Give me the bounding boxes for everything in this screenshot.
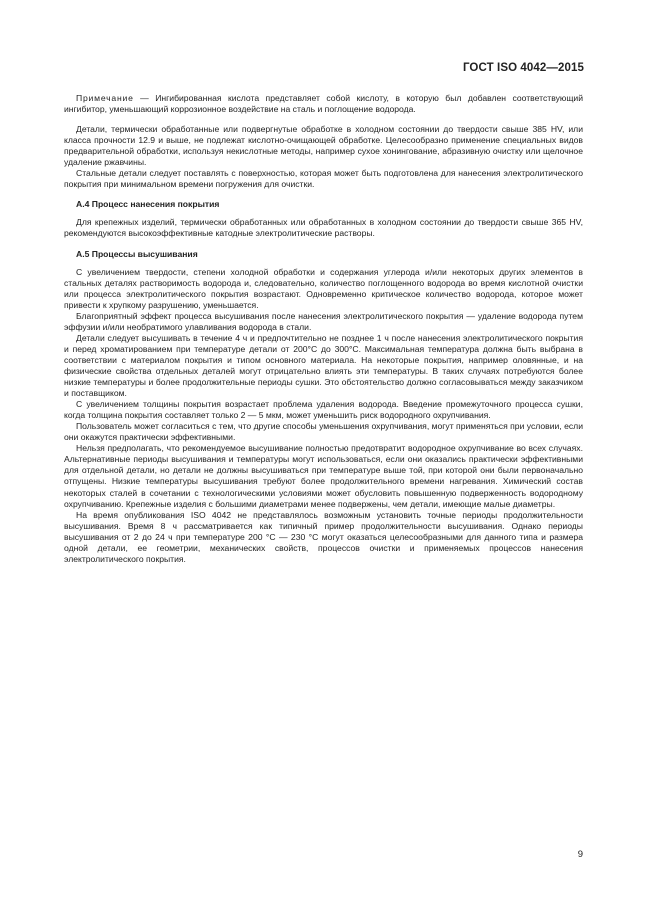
section-heading-a5: А.5 Процессы высушивания	[76, 248, 198, 259]
paragraph: Нельзя предполагать, что рекомендуемое высушивание полностью предотвратит водородное охрупчивание во всех случаях. Альтернативные периоды высушивания и температуры могут использоваться, если они оказались практически эффективными для отдельной детали, но детали не должны высушиваться при температуре выше той, при которой они были первоначально отпущены. Низкие температуры высушивания требуют более продолжительного времени нагревания. Химический состав некоторых сталей в сочетании с технологическими условиями может обусловить повышенную подверженность водородному охрупчиванию. Крепежные изделия с большими диаметрами менее подвержены, чем детали, имеющие малые диаметры.	[64, 443, 583, 509]
note-paragraph	[64, 93, 583, 115]
paragraph: Для крепежных изделий, термически обработанных или обработанных в холодном состоянии до твердости свыше 365 HV, рекомендуются высокоэффективные катодные электролитические растворы.	[64, 217, 583, 239]
paragraph: С увеличением толщины покрытия возрастает проблема удаления водорода. Введение промежуточного процесса сушки, когда толщина покрытия составляет только 2 — 5 мкм, может уменьшить риск водородного охрупчивания.	[64, 399, 583, 421]
paragraph: Благоприятный эффект процесса высушивания после нанесения электролитического покрытия — удаление водорода путем эффузии и/или необратимого улавливания водорода в стали.	[64, 310, 583, 332]
page-number: 9	[577, 849, 583, 860]
note-text: — Ингибированная кислота представляет собой кислоту, в которую был добавлен соответствующий ингибитор, уменьшающий коррозионное воздействие на сталь и поглощение водорода.	[64, 93, 583, 115]
paragraph: Пользователь может согласиться с тем, что другие способы уменьшения охрупчивания, могут применяться при условии, если они окажутся практически эффективными.	[64, 421, 583, 443]
paragraph: Детали, термически обработанные или подвергнутые обработке в холодном состоянии до твердости свыше 385 HV, или класса прочности 12.9 и выше, не подлежат кислотно-очищающей обработке. Целесообразно применение специальных видов предварительной обработки, используя некислотные методы, например сухое хонингование, абразивную очистку или щелочное удаление ржавчины.	[64, 124, 583, 168]
standard-designation: ГОСТ ISO 4042—2015	[462, 62, 584, 74]
page-body	[64, 93, 583, 565]
note-label: Примечание	[76, 93, 134, 103]
section-heading-a4: А.4 Процесс нанесения покрытия	[76, 199, 220, 210]
paragraph: Детали следует высушивать в течение 4 ч и предпочтительно не позднее 1 ч после нанесения электролитического покрытия и перед хроматированием при температуре детали от 200°С до 300°С. Максимальная температура должна быть выбрана в соответствии с материалом покрытия и типом основного материала. На некоторые покрытия, например оловянные, и на физические свойства отдельных деталей могут отрицательно влиять эти температуры. В таких случаях потребуются более низкие температуры и более продолжительные периоды сушки. Это обстоятельство должно согласовываться между заказчиком и поставщиком.	[64, 332, 583, 399]
paragraph: Стальные детали следует поставлять с поверхностью, которая может быть подготовлена для нанесения электролитического покрытия при минимальном времени погружения для очистки.	[64, 168, 583, 190]
paragraph: На время опубликования ISO 4042 не представлялось возможным установить точные периоды продолжительности высушивания. Время 8 ч рассматривается как типичный пример продолжительности высушивания. Однако периоды высушивания от 2 до 24 ч при температуре 200 °С — 230 °С могут оказаться целесообразными для данного типа и размера одной детали, ее геометрии, механических свойств, процессов очистки и применяемых процессов нанесения электролитического покрытия.	[64, 509, 583, 564]
paragraph: С увеличением твердости, степени холодной обработки и содержания углерода и/или некоторых других элементов в стальных деталях растворимость водорода и, следовательно, количество поглощенного водорода во время кислотной очистки или процесса электролитического покрытия возрастают. Одновременно критическое количество водорода, которое может привести к хрупкому разрушению, уменьшается.	[64, 266, 583, 310]
